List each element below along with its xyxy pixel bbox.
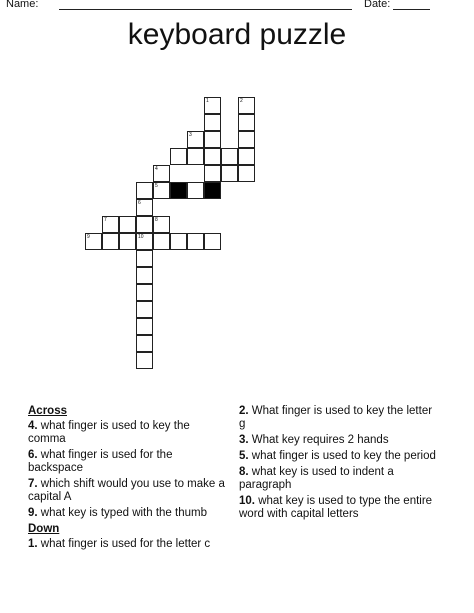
clue-number: 1 <box>206 98 209 104</box>
crossword-cell[interactable] <box>238 148 255 165</box>
clue-number-label: 9. <box>28 507 38 519</box>
crossword-cell[interactable] <box>221 165 238 182</box>
crossword-cell[interactable] <box>153 182 170 199</box>
clue-text: what finger is used to key the period <box>248 450 436 462</box>
crossword-cell[interactable] <box>136 335 153 352</box>
clue-number: 5 <box>155 183 158 189</box>
clue-text: what finger is used for the backspace <box>28 449 173 474</box>
crossword-cell[interactable] <box>136 301 153 318</box>
clue-item <box>239 466 439 492</box>
clue-item <box>28 478 228 504</box>
date-label: Date: <box>364 0 391 10</box>
across-clue-list <box>28 420 228 520</box>
crossword-cell[interactable] <box>153 165 170 182</box>
crossword-cell[interactable] <box>136 318 153 335</box>
clue-number: 4 <box>155 166 158 172</box>
crossword-cell[interactable] <box>136 352 153 369</box>
crossword-cell[interactable] <box>187 148 204 165</box>
crossword-cell[interactable] <box>238 131 255 148</box>
crossword-cell[interactable] <box>153 216 170 233</box>
crossword-cell[interactable] <box>136 250 153 267</box>
crossword-cell[interactable] <box>204 165 221 182</box>
clue-text: what finger is used for the letter c <box>37 538 211 550</box>
crossword-cell[interactable] <box>187 131 204 148</box>
clue-number-label: 5. <box>239 450 249 462</box>
crossword-cell[interactable] <box>102 216 119 233</box>
clues-left-column <box>28 405 228 554</box>
across-heading: Across <box>28 405 67 417</box>
clue-number-label: 8. <box>239 466 249 478</box>
clue-item <box>239 450 439 463</box>
name-label: Name: <box>6 0 39 10</box>
crossword-cell[interactable] <box>238 114 255 131</box>
clue-item <box>28 420 228 446</box>
clue-item <box>239 405 439 431</box>
clue-number: 7 <box>104 217 107 223</box>
crossword-cell[interactable] <box>187 182 204 199</box>
crossword-cell[interactable] <box>136 233 153 250</box>
clue-item <box>239 495 439 521</box>
crossword-cell[interactable] <box>170 233 187 250</box>
clue-number: 2 <box>240 98 243 104</box>
clue-number-label: 6. <box>28 449 38 461</box>
clue-number-label: 3. <box>239 434 249 446</box>
crossword-cell[interactable] <box>136 216 153 233</box>
clue-item <box>28 538 228 551</box>
down-heading: Down <box>28 523 60 535</box>
crossword-cell[interactable] <box>221 148 238 165</box>
clue-item <box>28 449 228 475</box>
down-clue-list <box>28 538 228 551</box>
clue-number: 3 <box>189 132 192 138</box>
crossword-cell[interactable] <box>153 233 170 250</box>
clue-number: 8 <box>155 217 158 223</box>
crossword-cell[interactable] <box>119 216 136 233</box>
clue-text: what key is typed with the thumb <box>37 507 207 519</box>
clue-text: What key requires 2 hands <box>248 434 389 446</box>
crossword-cell[interactable] <box>136 199 153 216</box>
crossword-cell[interactable] <box>204 131 221 148</box>
clue-number-label: 7. <box>28 478 38 490</box>
clue-number: 10 <box>138 234 144 240</box>
black-square <box>170 182 187 199</box>
clue-item <box>28 507 228 520</box>
puzzle-title: keyboard puzzle <box>127 18 347 51</box>
clue-text: what key is used to type the entire word with capital letters <box>239 495 433 520</box>
crossword-cell[interactable] <box>204 233 221 250</box>
clue-number: 9 <box>87 234 90 240</box>
clue-number-label: 4. <box>28 420 38 432</box>
crossword-cell[interactable] <box>238 97 255 114</box>
crossword-cell[interactable] <box>204 97 221 114</box>
crossword-cell[interactable] <box>102 233 119 250</box>
clue-text: which shift would you use to make a capital A <box>28 478 225 503</box>
clue-number-label: 2. <box>239 405 249 417</box>
crossword-cell[interactable] <box>85 233 102 250</box>
crossword-cell[interactable] <box>204 148 221 165</box>
clue-number-label: 10. <box>239 495 255 507</box>
black-square <box>204 182 221 199</box>
clues-right-column <box>239 405 439 524</box>
crossword-cell[interactable] <box>170 148 187 165</box>
crossword-cell[interactable] <box>136 182 153 199</box>
crossword-cell[interactable] <box>187 233 204 250</box>
crossword-cell[interactable] <box>204 114 221 131</box>
down-clue-list-continued <box>239 405 439 521</box>
clue-text: what finger is used to key the comma <box>28 420 190 445</box>
crossword-cell[interactable] <box>136 267 153 284</box>
clue-text: What finger is used to key the letter g <box>239 405 433 430</box>
crossword-cell[interactable] <box>238 165 255 182</box>
clue-item <box>239 434 439 447</box>
clue-text: what key is used to indent a paragraph <box>239 466 394 491</box>
crossword-cell[interactable] <box>136 284 153 301</box>
crossword-cell[interactable] <box>119 233 136 250</box>
clue-number: 6 <box>138 200 141 206</box>
clue-number-label: 1. <box>28 538 38 550</box>
